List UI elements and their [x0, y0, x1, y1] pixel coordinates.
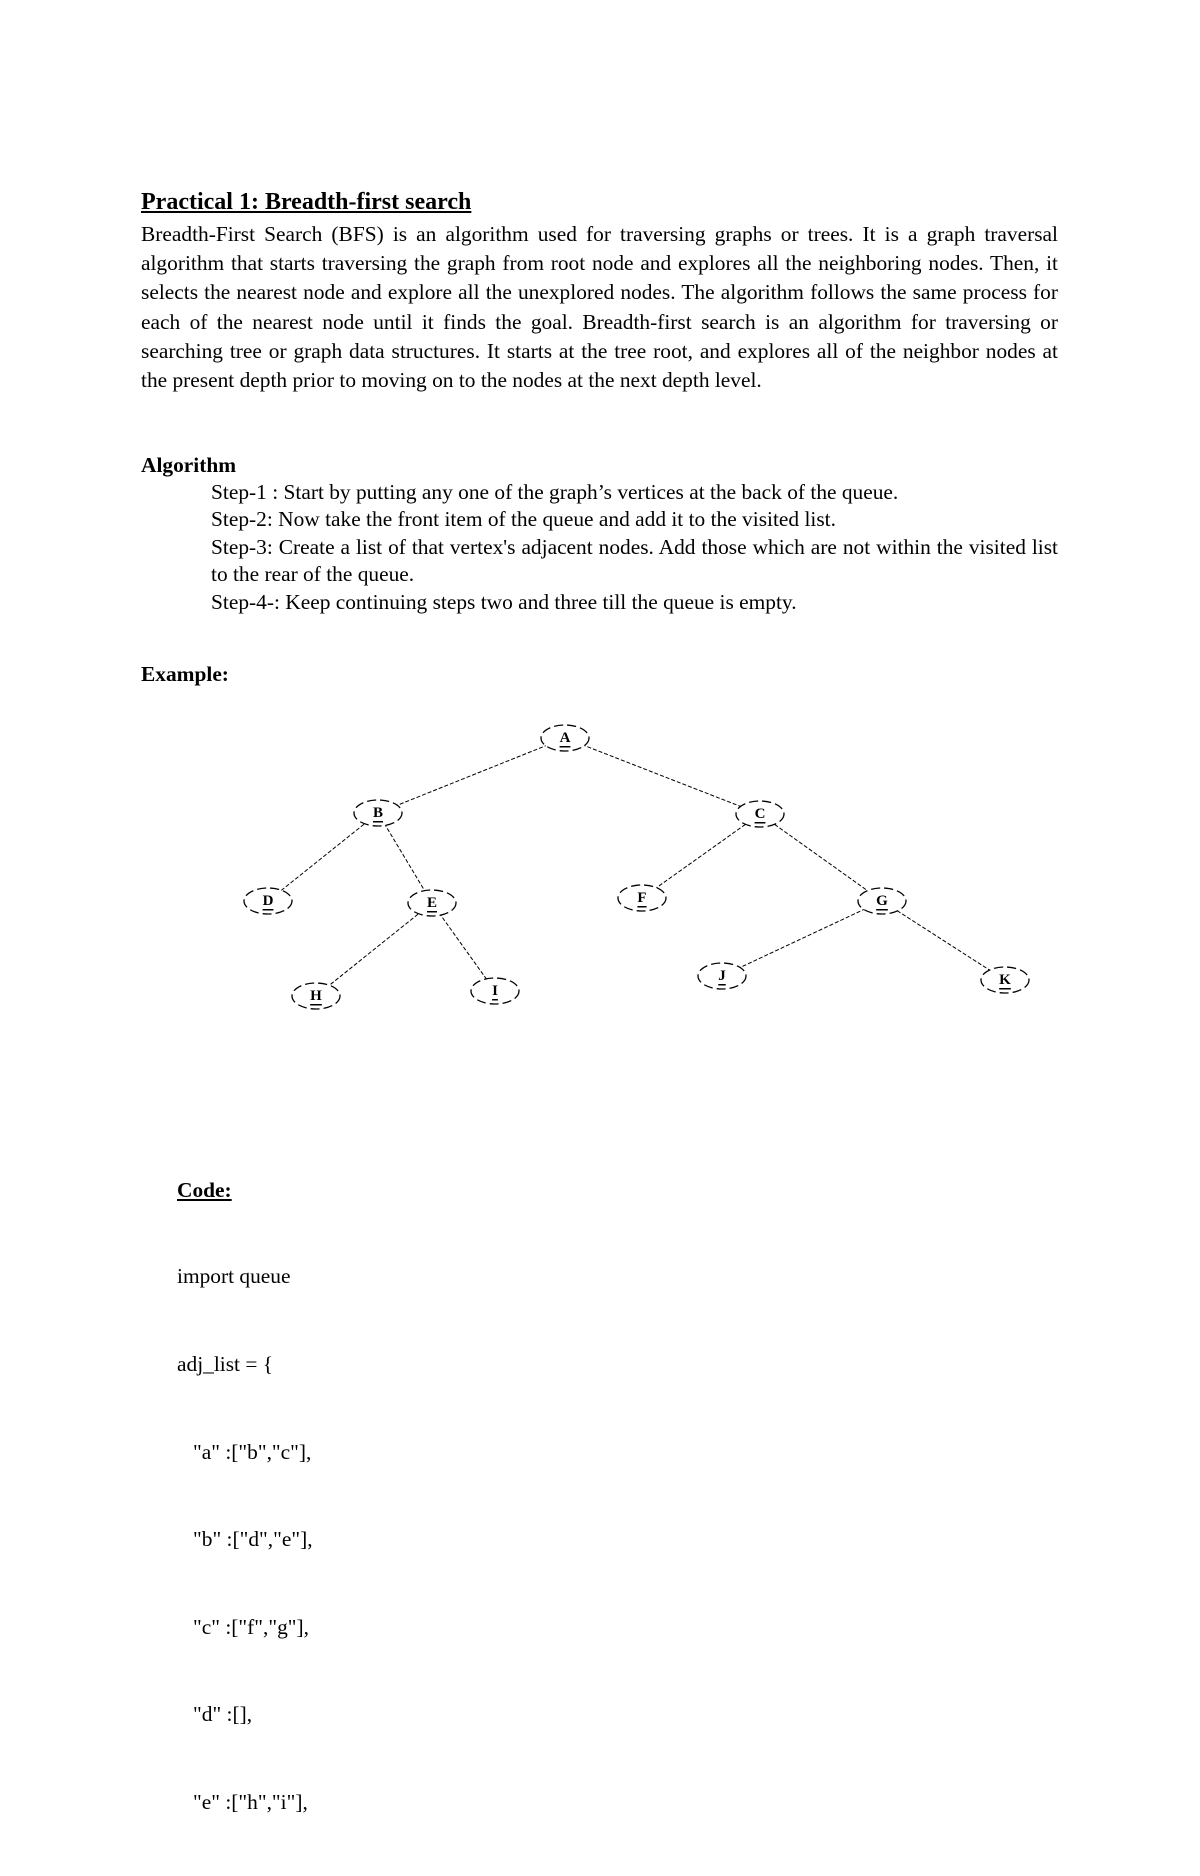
- tree-node-b: [354, 800, 402, 826]
- tree-node-f: [618, 885, 666, 911]
- tree-node-d: [244, 888, 292, 914]
- tree-node-c: [736, 801, 784, 827]
- tree-edge-c-f: [642, 814, 760, 898]
- tree-node-label: G: [876, 893, 888, 909]
- code-line: adj_list = {: [177, 1352, 274, 1377]
- code-line: import queue: [177, 1264, 291, 1289]
- tree-node-label: E: [426, 895, 438, 911]
- tree-node-h: [292, 983, 340, 1009]
- tree-edge-g-j: [722, 901, 882, 976]
- code-line: "d" :[],: [177, 1702, 253, 1727]
- tree-node-label: D: [262, 893, 274, 909]
- algorithm-heading: Algorithm: [141, 453, 237, 477]
- page-title: Practical 1: Breadth-first search: [141, 189, 472, 215]
- algorithm-step: Step-2: Now take the front item of the queue and add it to the visited list.: [211, 507, 836, 532]
- algorithm-step: Step-3: Create a list of that vertex's adjacent nodes. Add those which are not within the visited list to the rear of the queue.: [211, 534, 1058, 587]
- tree-node-label: C: [754, 806, 766, 822]
- code-line: "c" :["f","g"],: [177, 1614, 309, 1639]
- tree-edge-a-c: [565, 738, 760, 814]
- tree-node-k: [981, 967, 1029, 993]
- tree-node-label: B: [372, 805, 384, 821]
- example-heading: Example:: [141, 662, 229, 686]
- tree-node-label: F: [637, 890, 647, 906]
- tree-edge-e-i: [432, 903, 495, 991]
- tree-edge-b-e: [378, 813, 432, 903]
- tree-node-label: K: [999, 972, 1011, 988]
- intro-paragraph: Breadth-First Search (BFS) is an algorithm used for traversing graphs or trees. It is a graph traversal algorithm that starts traversing the graph from root node and explores all the neighboring nodes. Then, it selects the nearest node and explore all the unexplored nodes. The algorithm follows the same process for each of the nearest node until it finds the goal. Breadth-first search is an algorithm for traversing or searching tree or graph data structures. It starts at the tree root, and explores all of the neighbor nodes at the present depth prior to moving on to the nodes at the next depth level.: [141, 222, 1058, 393]
- tree-node-a: [541, 725, 589, 751]
- tree-node-label: J: [718, 968, 726, 984]
- tree-node-g: [858, 888, 906, 914]
- algorithm-step: Step-1 : Start by putting any one of the graph’s vertices at the back of the queue.: [211, 480, 899, 504]
- tree-edge-b-d: [268, 813, 378, 901]
- tree-edge-c-g: [760, 814, 882, 901]
- tree-edge-g-k: [882, 901, 1005, 980]
- tree-node-label: H: [310, 988, 322, 1004]
- code-line: "b" :["d","e"],: [177, 1527, 313, 1552]
- code-line: "a" :["b","c"],: [177, 1439, 312, 1464]
- code-line: "e" :["h","i"],: [177, 1790, 308, 1815]
- code-block: [177, 1204, 313, 1876]
- tree-edge-e-h: [316, 903, 432, 996]
- tree-node-i: [471, 978, 519, 1004]
- tree-edge-a-b: [378, 738, 565, 813]
- tree-node-e: [408, 890, 456, 916]
- tree-node-label: I: [492, 983, 498, 999]
- tree-node-label: A: [559, 730, 571, 746]
- code-heading: Code:: [177, 1178, 232, 1202]
- algorithm-step: Step-4-: Keep continuing steps two and three till the queue is empty.: [211, 589, 797, 614]
- tree-node-j: [698, 963, 746, 989]
